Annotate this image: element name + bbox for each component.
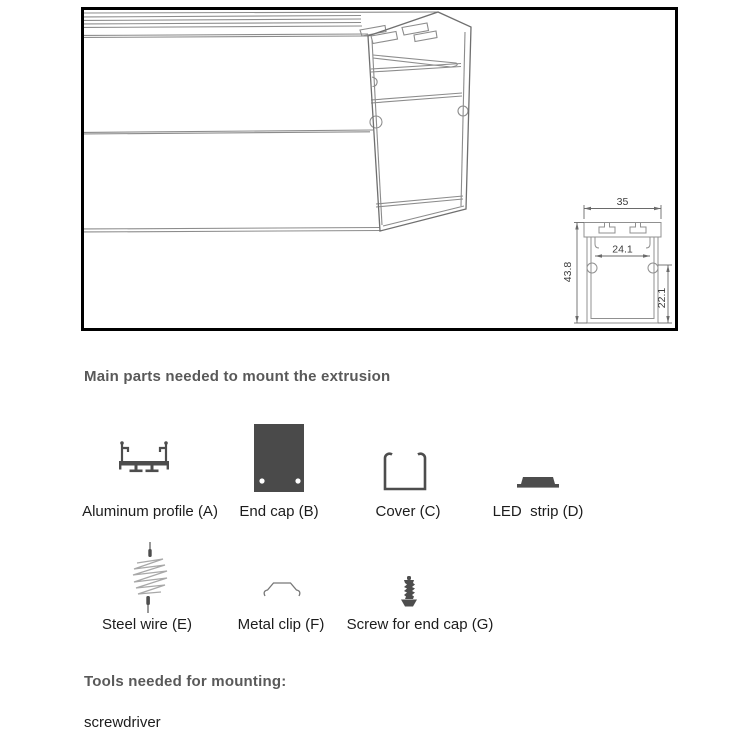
cross-section-outline: [584, 223, 661, 324]
aluminum-profile-icon: [116, 440, 172, 474]
part-label-steel-wire: Steel wire (E): [101, 616, 193, 633]
technical-drawing-box: [81, 7, 678, 331]
part-label-cover: Cover (C): [375, 503, 441, 520]
part-label-aluminum-profile: Aluminum profile (A): [82, 503, 218, 520]
screw-icon: [400, 576, 418, 608]
dim-inner-width: 24.1: [612, 243, 633, 256]
end-cap-icon: [254, 424, 304, 492]
tools-heading: Tools needed for mounting:: [84, 673, 287, 690]
dim-outer-height: 43.8: [562, 261, 574, 283]
metal-clip-icon: [261, 579, 303, 598]
extrusion-perspective-drawing: [84, 10, 675, 328]
part-label-end-cap: End cap (B): [239, 503, 319, 520]
part-label-metal-clip: Metal clip (F): [237, 616, 325, 633]
main-parts-heading: Main parts needed to mount the extrusion: [84, 368, 391, 385]
led-strip-icon: [517, 475, 559, 489]
dim-inner-height: 22.1: [656, 287, 668, 309]
dim-outer-width: 35: [616, 196, 629, 208]
cover-icon: [381, 449, 429, 493]
part-label-led-strip: LED strip (D): [492, 503, 584, 520]
part-label-screw: Screw for end cap (G): [346, 616, 494, 633]
tool-item-screwdriver: screwdriver: [84, 714, 161, 731]
steel-wire-icon: [123, 542, 175, 614]
